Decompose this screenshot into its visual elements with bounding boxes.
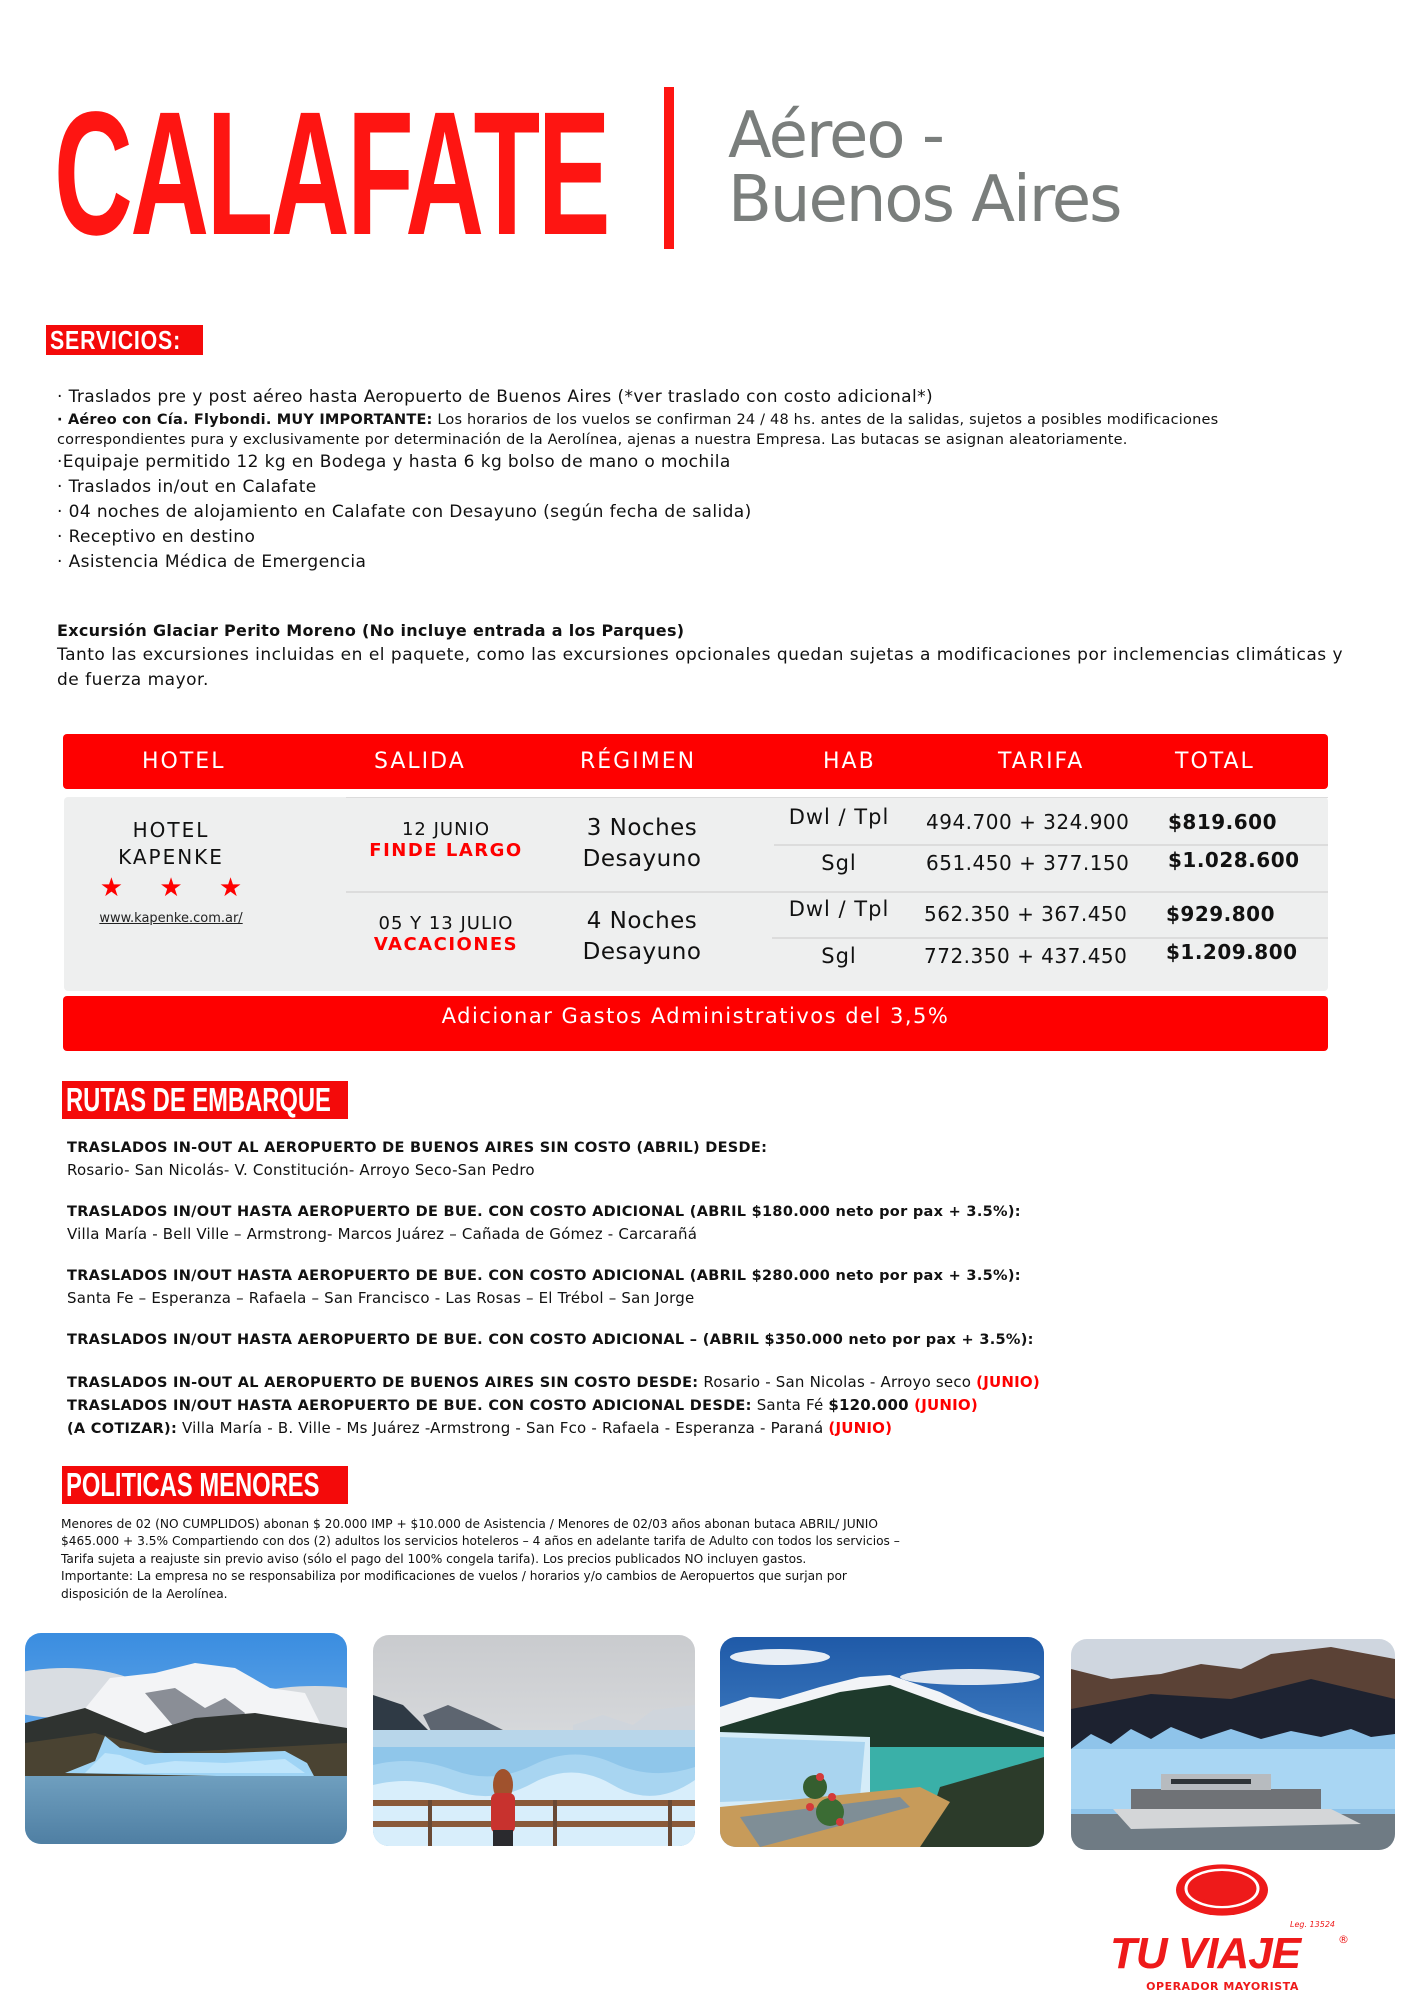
- departure-tag: FINDE LARGO: [369, 840, 523, 861]
- header-tarifa: TARIFA: [998, 749, 1085, 774]
- room-rate: 562.350 + 367.450: [924, 902, 1128, 926]
- registered-mark: ®: [1338, 1933, 1349, 1946]
- header-hotel: HOTEL: [142, 749, 226, 774]
- hotel-cell: [64, 797, 278, 926]
- logo-tagline: OPERADOR MAYORISTA: [1146, 1980, 1299, 1993]
- room-rate: 494.700 + 324.900: [926, 810, 1130, 834]
- servicios-label: SERVICIOS:: [46, 325, 203, 355]
- room-total: $819.600: [1168, 810, 1278, 834]
- departure-date: 05 Y 13 JULIO: [378, 913, 514, 934]
- ruta-cities: Santa Fe – Esperanza – Rafaela – San Francisco - Las Rosas – El Trébol – San Jorge: [67, 1289, 695, 1307]
- departure-tag: VACACIONES: [373, 934, 519, 955]
- excursion-text: Tanto las excursiones incluidas en el paquete, como las excursiones opcionales quedan sujetas a modificaciones por inclemencias climáticas y de fuerza mayor.: [57, 645, 1344, 690]
- room-total: $929.800: [1166, 902, 1276, 926]
- politicas-text: Menores de 02 (NO CUMPLIDOS) abonan $ 20.000 IMP + $10.000 de Asistencia / Menores de 02/03 años abonan butaca ABRIL/ JUNIO $465.000 + 3.5% Compartiendo con dos (2) adultos los servicios hoteleros – 4 años en adelante tarifa de Adulto con todos los servicios – Tarifa sujeta a reajuste sin previo aviso (sólo el pago del 100% congela tarifa). Los precios publicados NO incluyen gastos. Importante: La empresa no se responsabiliza por modificaciones de vuelos / horarios y/o cambios de Aeropuertos que surjan por disposición de la Aerolínea.: [61, 1517, 900, 1601]
- header-total: TOTAL: [1175, 749, 1255, 774]
- rutas-list: [67, 1137, 1367, 1440]
- servicio-item: · Traslados pre y post aéreo hasta Aeropuerto de Buenos Aires (*ver traslado con costo adicional*): [57, 387, 934, 407]
- ruta-cities: Villa María - Bell Ville – Armstrong- Marcos Juárez – Cañada de Gómez - Carcarañá: [67, 1225, 698, 1243]
- servicio-item: · Aéreo con Cía. Flybondi. MUY IMPORTANTE: Los horarios de los vuelos se confirman 24 / 48 hs. antes de la salidas, sujetos a posibles modificaciones correspondientes pura y exclusivamente por determinación de la Aerolínea, ajenas a nuestra Empresa. Las butacas se asignan aleatoriamente.: [57, 412, 1219, 448]
- row-divider: [346, 797, 1328, 798]
- servicio-item: · Asistencia Médica de Emergencia: [57, 552, 367, 572]
- glacier-walkway-photo: [720, 1637, 1044, 1847]
- logo-swirl-icon: [1172, 1862, 1272, 1918]
- glacier-viewpoint-photo: [373, 1635, 695, 1846]
- excursion-title: Excursión Glaciar Perito Moreno (No incluye entrada a los Parques): [57, 621, 685, 640]
- departure-date: 12 JUNIO: [401, 819, 491, 840]
- hotel-name: HOTEL KAPENKE: [118, 818, 224, 869]
- politicas-label: POLITICAS MENORES: [62, 1466, 348, 1504]
- ruta-heading: TRASLADOS IN/OUT HASTA AEROPUERTO DE BUE. CON COSTO ADICIONAL (ABRIL $280.000 neto por pax + 3.5%):: [67, 1268, 1021, 1284]
- regimen-cell: 3 Noches Desayuno: [582, 815, 702, 872]
- ruta-junio-line: (A COTIZAR): Villa María - B. Ville - Ms Juárez -Armstrong - San Fco - Rafaela - Esperanza - Paraná (JUNIO): [67, 1419, 893, 1437]
- rutas-label: RUTAS DE EMBARQUE: [62, 1081, 348, 1119]
- servicio-item: · Traslados in/out en Calafate: [57, 477, 317, 497]
- servicio-item: · 04 noches de alojamiento en Calafate con Desayuno (según fecha de salida): [57, 502, 752, 522]
- excursion-block: [57, 618, 1357, 693]
- room-total: $1.209.800: [1166, 940, 1298, 964]
- price-table-header: [63, 734, 1328, 789]
- hotel-website-link[interactable]: www.kapenke.com.ar/: [99, 911, 243, 926]
- servicio-item: · Receptivo en destino: [57, 527, 256, 547]
- header-regimen: RÉGIMEN: [580, 749, 697, 774]
- row-divider: [774, 844, 1328, 846]
- page-subtitle: [728, 99, 1121, 237]
- servicio-item: ·Equipaje permitido 12 kg en Bodega y hasta 6 kg bolso de mano o mochila: [57, 452, 731, 472]
- iceberg-lake-photo: [25, 1633, 347, 1844]
- page-title: CALAFATE: [54, 76, 608, 272]
- logo-legajo: Leg. 13524: [1290, 1920, 1335, 1929]
- room-rate: 772.350 + 437.450: [924, 944, 1128, 968]
- ruta-junio-line: TRASLADOS IN/OUT HASTA AEROPUERTO DE BUE. CON COSTO ADICIONAL DESDE: Santa Fé $120.000 (JUNIO): [67, 1396, 978, 1414]
- price-table-body: [64, 797, 1328, 991]
- subtitle-line-1: Aéreo -: [728, 99, 943, 173]
- room-type: Dwl / Tpl: [788, 897, 890, 921]
- room-type: Sgl: [821, 944, 857, 968]
- title-divider: [664, 87, 674, 249]
- room-rate: 651.450 + 377.150: [926, 851, 1130, 875]
- departure-cell: [346, 819, 546, 861]
- admin-fee-banner: Adicionar Gastos Administrativos del 3,5%: [63, 996, 1328, 1051]
- star-rating-icon: ★ ★ ★: [99, 873, 257, 903]
- room-type: Sgl: [821, 851, 857, 875]
- row-divider: [346, 891, 1328, 893]
- departure-cell: [346, 913, 546, 955]
- header-hab: HAB: [823, 749, 876, 774]
- ruta-cities: Rosario- San Nicolás- V. Constitución- Arroyo Seco-San Pedro: [67, 1161, 535, 1179]
- room-type: Dwl / Tpl: [788, 805, 890, 829]
- tu-viaje-logo: [1100, 1862, 1380, 2000]
- ruta-heading: TRASLADOS IN/OUT HASTA AEROPUERTO DE BUE. CON COSTO ADICIONAL – (ABRIL $350.000 neto por pax + 3.5%):: [67, 1332, 1034, 1348]
- ruta-heading: TRASLADOS IN-OUT AL AEROPUERTO DE BUENOS AIRES SIN COSTO (ABRIL) DESDE:: [67, 1140, 768, 1156]
- row-divider: [772, 937, 1328, 939]
- ruta-heading: TRASLADOS IN/OUT HASTA AEROPUERTO DE BUE. CON COSTO ADICIONAL (ABRIL $180.000 neto por pax + 3.5%):: [67, 1204, 1021, 1220]
- room-total: $1.028.600: [1168, 848, 1300, 872]
- servicios-list: [57, 385, 1347, 575]
- ruta-junio-line: TRASLADOS IN-OUT AL AEROPUERTO DE BUENOS AIRES SIN COSTO DESDE: Rosario - San Nicolas - Arroyo seco (JUNIO): [67, 1373, 1040, 1391]
- header-salida: SALIDA: [374, 749, 466, 774]
- regimen-cell: 4 Noches Desayuno: [582, 908, 702, 965]
- glacier-boat-photo: [1071, 1639, 1395, 1850]
- logo-brand: TU VIAJE: [1110, 1929, 1301, 1978]
- subtitle-line-2: Buenos Aires: [728, 163, 1121, 237]
